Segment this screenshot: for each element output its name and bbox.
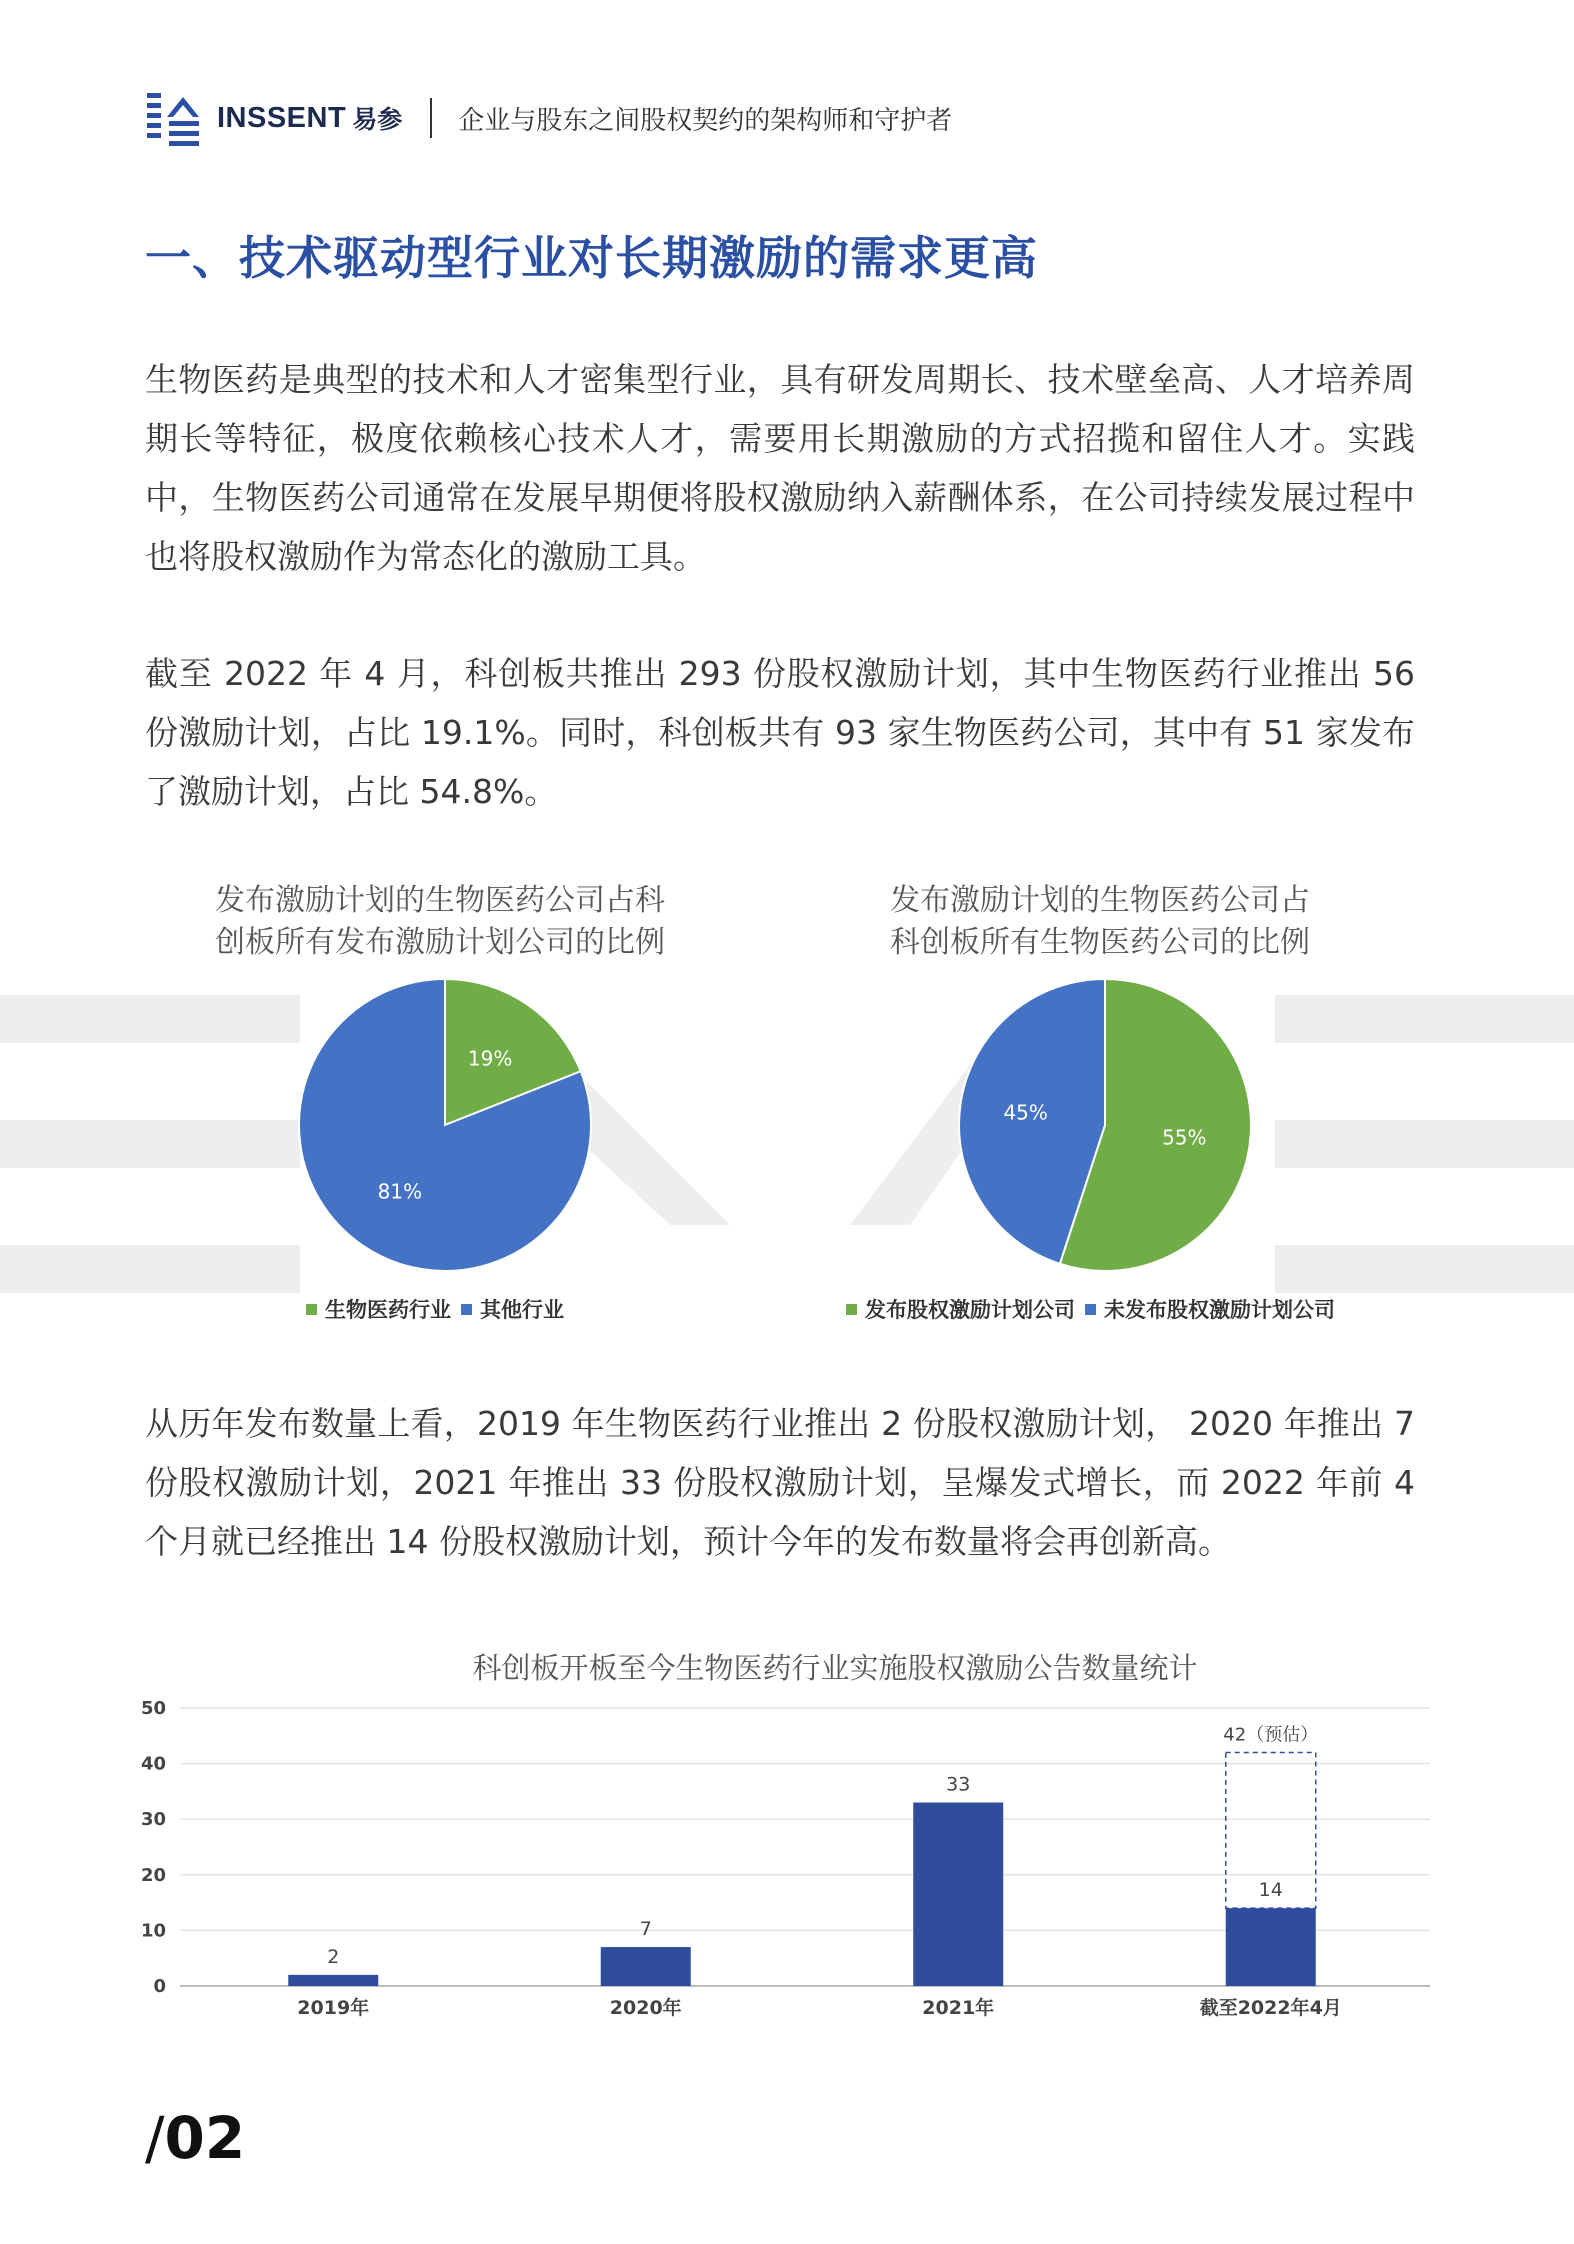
pie2-label-0: 55%	[1162, 1125, 1207, 1150]
paragraph-intro: 生物医药是典型的技术和人才密集型行业，具有研发周期长、技术壁垒高、人才培养周期长等特征，极度依赖核心技术人才，需要用长期激励的方式招揽和留住人才。实践中，生物医药公司通常在发展早期便将股权激励纳入薪酬体系，在公司持续发展过程中也将股权激励作为常态化的激励工具。	[145, 360, 1415, 576]
legend-item-other	[461, 1294, 564, 1324]
legend-item-biomed	[306, 1294, 451, 1324]
y-tick-50: 50	[140, 1698, 166, 1719]
bar-chart-title: 科创板开板至今生物医药行业实施股权激励公告数量统计	[472, 1651, 1198, 1685]
pie1-legend	[306, 1294, 574, 1324]
y-tick-10: 10	[140, 1920, 166, 1942]
legend-label: 生物医药行业	[325, 1298, 451, 1322]
legend-label: 未发布股权激励计划公司	[1104, 1298, 1335, 1322]
page-number	[145, 2104, 245, 2172]
bar-1	[601, 1947, 691, 1986]
bar-value-label-3: 14	[1258, 1879, 1283, 1902]
x-tick-3: 截至2022年4月	[1199, 1997, 1342, 2019]
x-tick-2: 2021年	[922, 1997, 995, 2019]
pie2-legend	[846, 1294, 1345, 1324]
pie2-title-line1: 发布激励计划的生物医药公司占	[890, 883, 1310, 918]
bar-0	[288, 1975, 378, 1986]
brand-name-cn: 易参	[352, 105, 403, 134]
bar-chart	[130, 1648, 1450, 2038]
page-number-value: 02	[164, 2104, 246, 2172]
legend-swatch-blue	[1085, 1304, 1096, 1315]
legend-swatch-green	[846, 1304, 857, 1315]
x-tick-1: 2020年	[609, 1997, 682, 2019]
page-number-slash: /	[145, 2104, 165, 2172]
bar-2	[913, 1803, 1003, 1986]
legend-item-published	[846, 1294, 1075, 1324]
pie2-title	[850, 880, 1350, 964]
forecast-label: 42（预估）	[1223, 1724, 1319, 1746]
legend-swatch-green	[306, 1304, 317, 1315]
bar-value-label-2: 33	[946, 1773, 971, 1796]
legend-label: 发布股权激励计划公司	[865, 1298, 1075, 1322]
pie2-label-1: 45%	[1003, 1100, 1048, 1125]
bar-3	[1226, 1908, 1316, 1986]
legend-swatch-blue	[461, 1304, 472, 1315]
pie1-title-line1: 发布激励计划的生物医药公司占科	[215, 883, 665, 918]
y-tick-0: 0	[153, 1976, 166, 1997]
background-watermark	[0, 985, 1574, 1305]
pie-chart-1	[290, 970, 600, 1280]
header-divider	[430, 98, 432, 138]
pie1-label-0: 19%	[467, 1046, 513, 1071]
section-title: 一、技术驱动型行业对长期激励的需求更高	[145, 231, 1038, 285]
pie1-title-line2: 创板所有发布激励计划公司的比例	[215, 925, 665, 960]
legend-label: 其他行业	[480, 1298, 564, 1322]
insent-logo-icon	[145, 89, 203, 147]
y-tick-30: 30	[140, 1809, 166, 1831]
bar-value-label-0: 2	[327, 1945, 340, 1968]
bar-value-label-1: 7	[639, 1918, 652, 1941]
y-tick-40: 40	[140, 1753, 166, 1775]
brand-name: INSSENT	[217, 101, 347, 134]
header-slogan: 企业与股东之间股权契约的架构师和守护者	[458, 105, 953, 136]
page-header	[145, 88, 952, 148]
x-tick-0: 2019年	[297, 1997, 370, 2019]
pie2-title-line2: 科创板所有生物医药公司的比例	[890, 925, 1310, 960]
pie-chart-2	[950, 970, 1260, 1280]
paragraph-trend: 从历年发布数量上看，2019 年生物医药行业推出 2 份股权激励计划， 2020 年推出 7 份股权激励计划，2021 年推出 33 份股权激励计划，呈爆发式增长，而 2022 年前 4 个月就已经推出 14 份股权激励计划，预计今年的发布数量将会再创新高。	[145, 1404, 1415, 1561]
pie1-label-1: 81%	[377, 1179, 423, 1204]
y-tick-20: 20	[140, 1864, 166, 1886]
pie1-title	[190, 880, 690, 964]
paragraph-statistics: 截至 2022 年 4 月，科创板共推出 293 份股权激励计划，其中生物医药行业推出 56 份激励计划，占比 19.1%。同时，科创板共有 93 家生物医药公司，其中有 51 家发布了激励计划，占比 54.8%。	[145, 654, 1415, 811]
legend-item-unpublished	[1085, 1294, 1335, 1324]
